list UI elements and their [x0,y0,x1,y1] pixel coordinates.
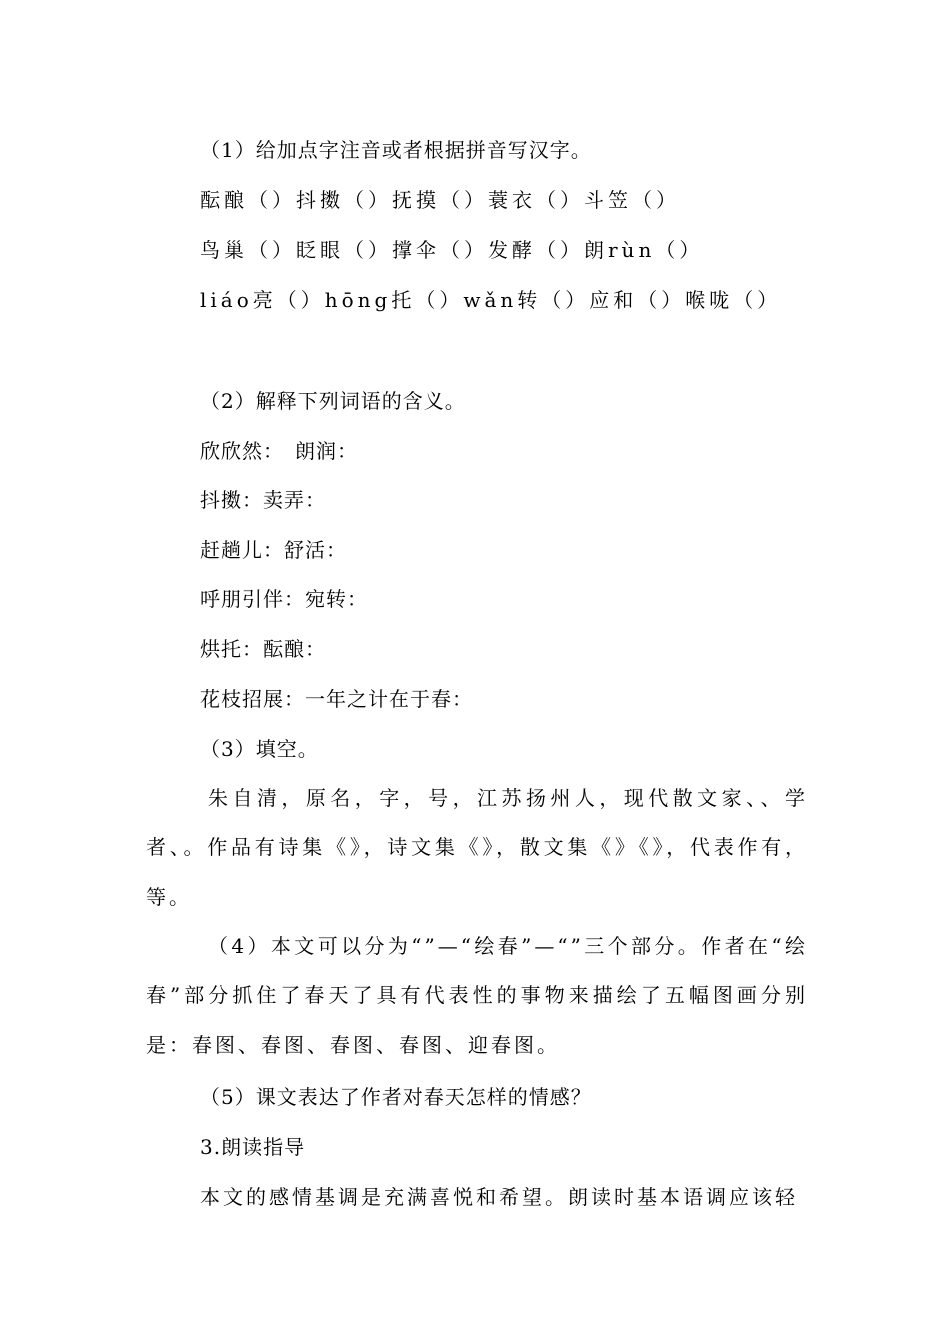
pinyin-row-3: liáo亮（）hōng托（）wǎn转（）应和（）喉咙（） [200,288,782,312]
section3-heading: （3）填空。 [200,737,319,761]
section3-paragraph: 朱自清，原名，字，号，江苏扬州人，现代散文家、、学者、。作品有诗集《》，诗文集《》，散文集《》《》，代表作有，等。 [146,786,808,909]
section4-paragraph: （4）本文可以分为“”—“绘春”—“”三个部分。作者在“绘春”部分抓住了春天了具有代表性的事物来描绘了五幅图画分别是：春图、春图、春图、春图、迎春图。 [146,934,808,1057]
term-line: 抖擞：卖弄： [200,488,326,512]
term-line: 呼朋引伴：宛转： [200,587,368,611]
reading-paragraph: 本文的感情基调是充满喜悦和希望。朗读时基本语调应该轻 [200,1185,798,1209]
pinyin-row-2: 鸟巢（）眨眼（）撑伞（）发酵（）朗rùn（） [200,238,704,262]
section2-heading: （2）解释下列词语的含义。 [200,389,466,413]
term-line: 花枝招展：一年之计在于春： [200,687,473,711]
term-line: 赶趟儿：舒活： [200,538,347,562]
pinyin-row-1: 酝酿（）抖擞（）抚摸（）蓑衣（）斗笠（） [200,188,680,212]
term-line: 烘托：酝酿： [200,637,326,661]
term-line: 欣欣然： 朗润： [200,439,358,463]
section5-heading: （5）课文表达了作者对春天怎样的情感？ [200,1085,592,1109]
reading-heading: 3.朗读指导 [200,1135,306,1159]
section1-heading: （1）给加点字注音或者根据拼音写汉字。 [200,138,592,162]
